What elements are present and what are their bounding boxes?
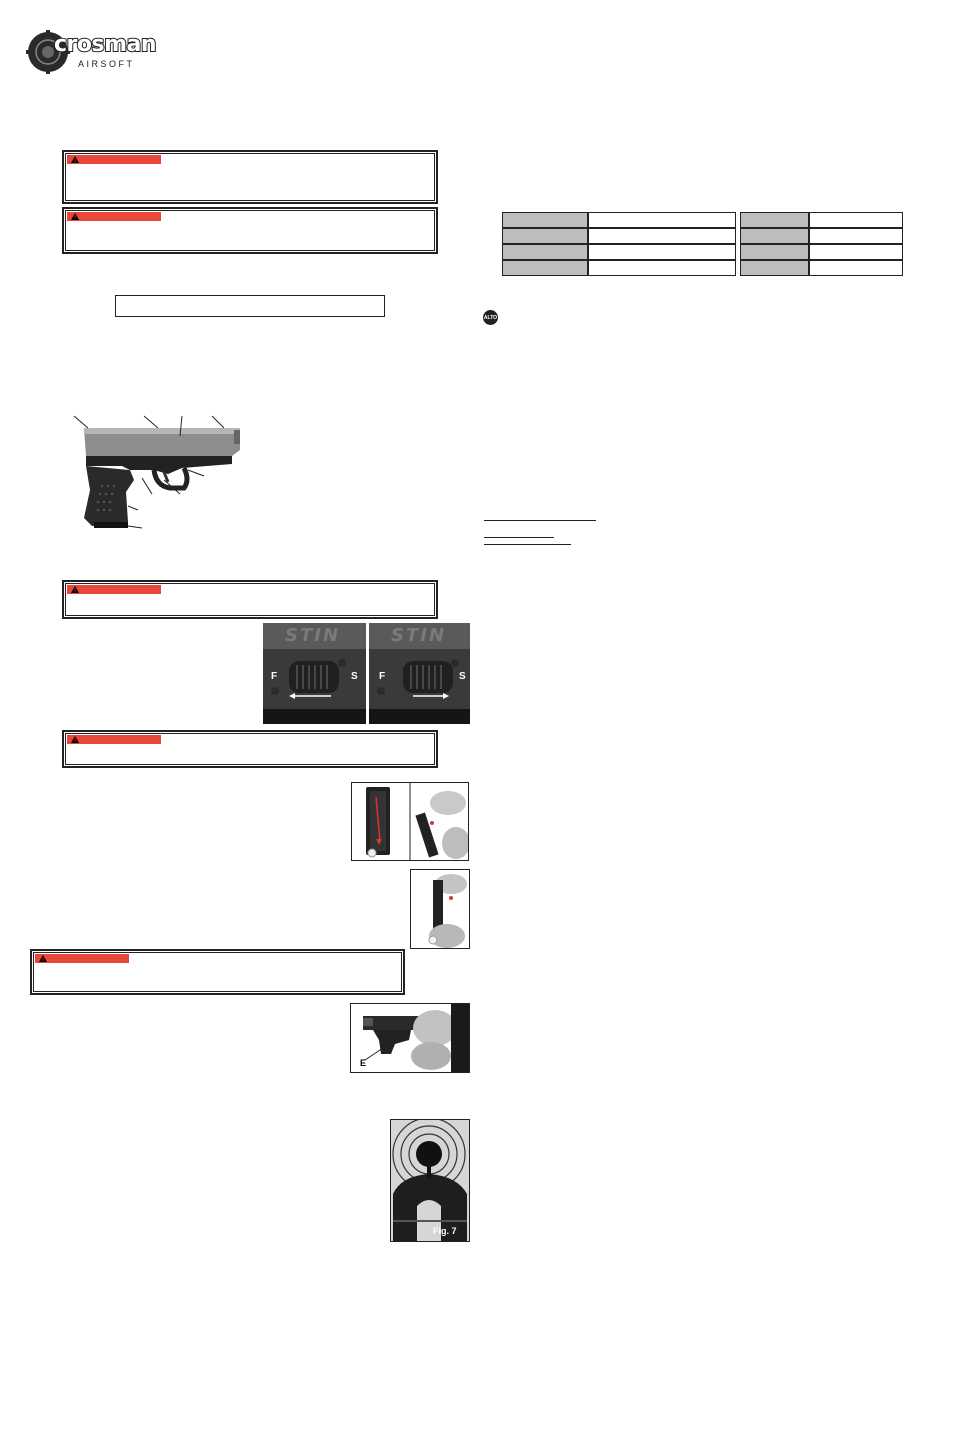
underline-rule [484,537,554,538]
table-header-cell [740,228,809,244]
warning-tag [67,585,161,594]
table-header-cell [502,228,588,244]
table-cell [588,244,736,260]
table-row [502,212,903,228]
table-cell [588,212,736,228]
underline-rule [484,520,596,521]
table-cell [588,228,736,244]
table-header-cell [740,212,809,228]
warning-tag [67,212,161,221]
magazine-load-photo [410,869,470,949]
table-row [502,228,903,244]
pistol-diagram [72,410,242,535]
warning-box-3 [62,580,438,619]
table-cell [809,228,903,244]
target-sight-photo [390,1119,470,1242]
safe-label: S [351,671,358,682]
part-label-e: E [360,1058,367,1068]
safety-safe-photo [369,623,470,724]
warning-box-4 [62,730,438,768]
table-header-cell [502,244,588,260]
warning-triangle-icon [71,586,79,593]
fire-label: F [379,671,386,682]
warning-triangle-icon [71,213,79,220]
table-cell [809,244,903,260]
fire-label: F [271,671,278,682]
table-header-cell [502,212,588,228]
slide-engraving: STIN [391,625,447,646]
magazine-photos [351,782,469,861]
warning-tag [67,155,161,164]
brand-sub: AIRSOFT [78,59,135,69]
warning-tag [67,735,161,744]
warning-box-1 [62,150,438,204]
warning-box-5 [30,949,405,995]
warning-triangle-icon [71,156,79,163]
table-row [502,260,903,276]
table-cell [588,260,736,276]
crosman-logo [26,30,157,74]
slide-engraving: STIN [285,625,341,646]
warning-triangle-icon [71,736,79,743]
warning-tag [35,954,129,963]
cocking-photo [350,1003,470,1073]
warning-box-2 [62,207,438,254]
table-header-cell [740,260,809,276]
table-cell [809,260,903,276]
underline-rule [484,544,571,545]
table-header-cell [740,244,809,260]
brand-name: crosman [54,32,157,57]
table-cell [809,212,903,228]
spec-table [502,212,903,276]
alto-label: ALTO [483,314,498,321]
figure-caption: Fig. 7 [433,1226,457,1236]
safety-fire-photo [263,623,366,724]
safe-label: S [459,671,466,682]
info-box [115,295,385,317]
table-row [502,244,903,260]
table-header-cell [502,260,588,276]
alto-stop-icon [483,310,498,325]
warning-triangle-icon [39,955,47,962]
